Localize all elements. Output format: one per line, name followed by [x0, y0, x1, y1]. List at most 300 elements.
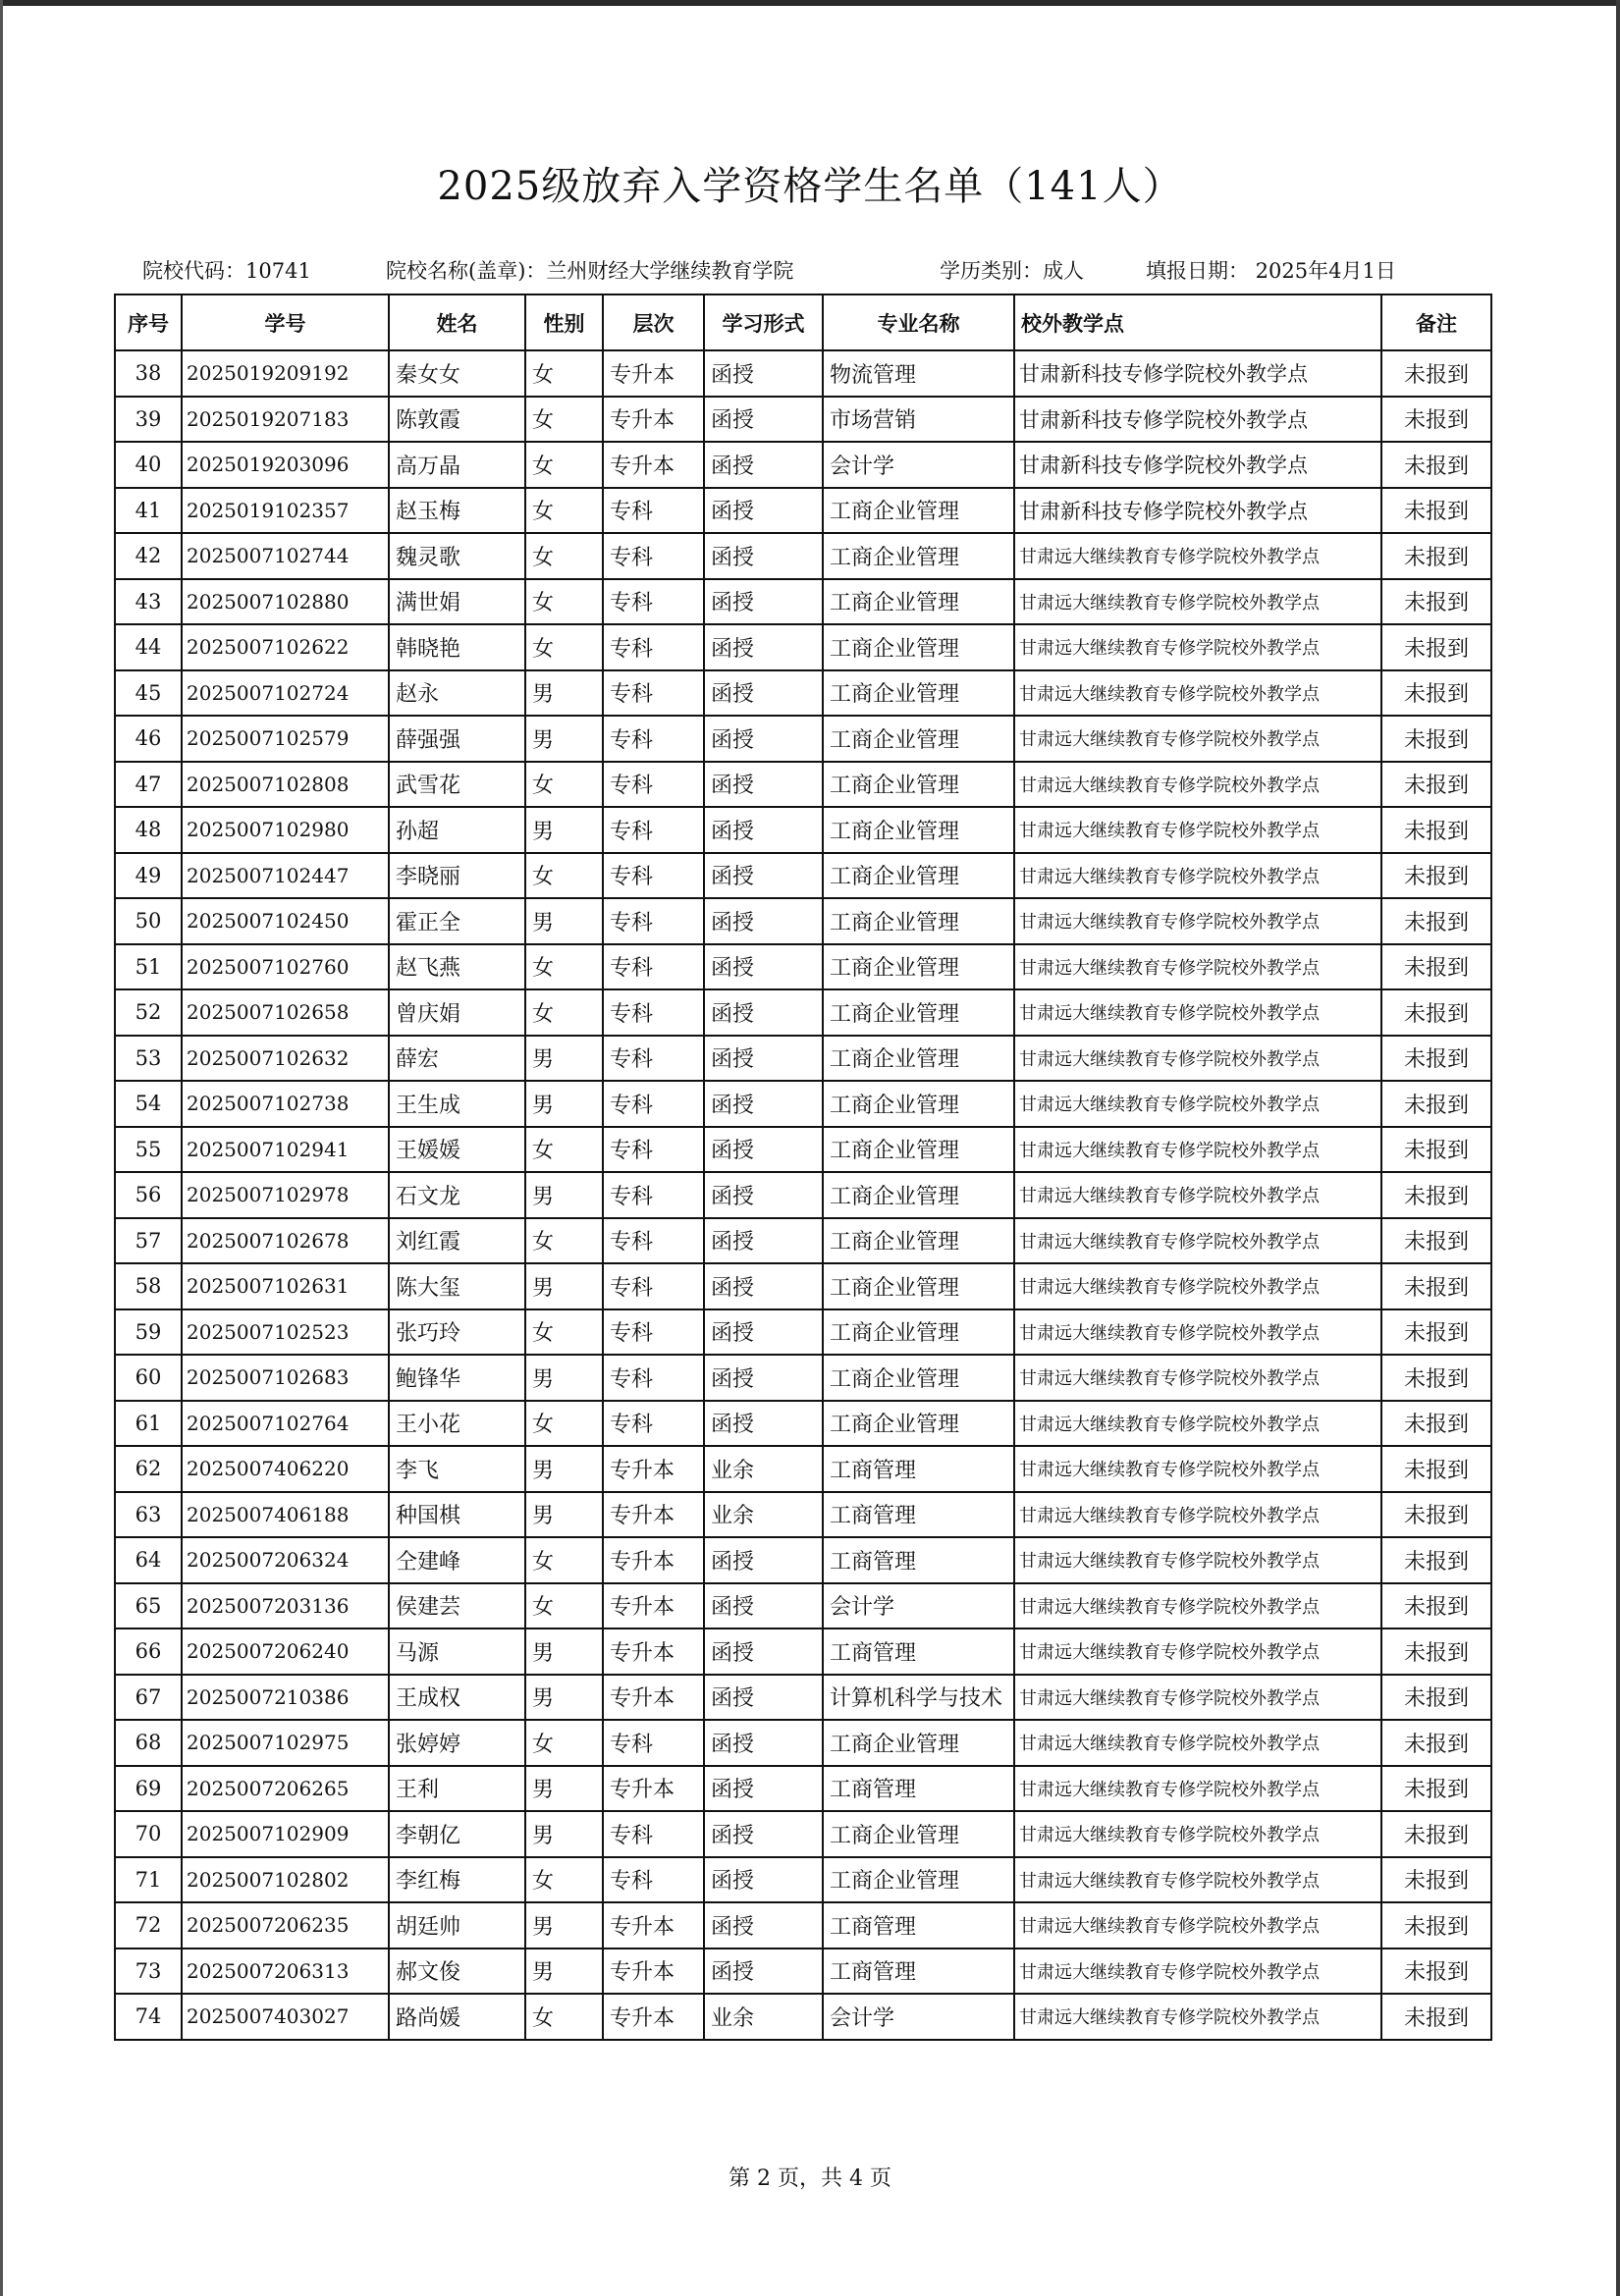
- page-title: 2025级放弃入学资格学生名单（141人）: [437, 164, 1183, 209]
- gender-cell: 男: [525, 1492, 603, 1538]
- gender-cell: 女: [525, 397, 603, 443]
- level-cell: 专科: [603, 1857, 704, 1903]
- major-cell: 工商管理: [823, 1766, 1014, 1812]
- teaching-site-cell: 甘肃远大继续教育专修学院校外教学点: [1014, 670, 1381, 717]
- name-cell: 马源: [389, 1629, 525, 1675]
- level-cell: 专科: [603, 670, 704, 717]
- teaching-site-cell: 甘肃远大继续教育专修学院校外教学点: [1014, 1218, 1381, 1264]
- student-id-cell: 2025007102975: [182, 1720, 389, 1766]
- table-row: [115, 1720, 1491, 1766]
- seq-cell: 54: [115, 1081, 182, 1127]
- table-row: [115, 1172, 1491, 1218]
- student-id-cell: 2025007102632: [182, 1036, 389, 1082]
- remark-cell: 未报到: [1381, 1811, 1491, 1857]
- major-cell: 市场营销: [823, 397, 1014, 443]
- student-id-cell: 2025007206265: [182, 1766, 389, 1812]
- remark-cell: 未报到: [1381, 670, 1491, 717]
- student-id-cell: 2025019102357: [182, 488, 389, 534]
- major-cell: 工商企业管理: [823, 624, 1014, 670]
- teaching-site-cell: 甘肃远大继续教育专修学院校外教学点: [1014, 1036, 1381, 1082]
- major-cell: 工商企业管理: [823, 1355, 1014, 1401]
- level-cell: 专科: [603, 944, 704, 990]
- remark-cell: 未报到: [1381, 350, 1491, 397]
- student-id-cell: 2025007102658: [182, 989, 389, 1036]
- seq-cell: 41: [115, 488, 182, 534]
- table-row: [115, 1127, 1491, 1173]
- name-cell: 曾庆娟: [389, 989, 525, 1036]
- seq-cell: 45: [115, 670, 182, 717]
- study-mode-cell: 业余: [704, 1994, 823, 2040]
- gender-cell: 女: [525, 944, 603, 990]
- remark-cell: 未报到: [1381, 1172, 1491, 1218]
- name-cell: 李红梅: [389, 1857, 525, 1903]
- remark-cell: 未报到: [1381, 1675, 1491, 1721]
- student-id-cell: 2025019203096: [182, 442, 389, 488]
- name-cell: 张婷婷: [389, 1720, 525, 1766]
- gender-cell: 女: [525, 488, 603, 534]
- scan-border-right: [1616, 0, 1620, 2296]
- remark-cell: 未报到: [1381, 1127, 1491, 1173]
- table-row: [115, 1309, 1491, 1356]
- seq-cell: 71: [115, 1857, 182, 1903]
- student-id-cell: 2025007102744: [182, 533, 389, 579]
- major-cell: 工商企业管理: [823, 488, 1014, 534]
- header-level: 层次: [603, 294, 704, 350]
- level-cell: 专科: [603, 807, 704, 853]
- teaching-site-cell: 甘肃新科技专修学院校外教学点: [1014, 350, 1381, 397]
- name-cell: 鲍锋华: [389, 1355, 525, 1401]
- teaching-site-cell: 甘肃远大继续教育专修学院校外教学点: [1014, 624, 1381, 670]
- remark-cell: 未报到: [1381, 1036, 1491, 1082]
- seq-cell: 62: [115, 1446, 182, 1492]
- teaching-site-cell: 甘肃新科技专修学院校外教学点: [1014, 488, 1381, 534]
- level-cell: 专升本: [603, 442, 704, 488]
- seq-cell: 44: [115, 624, 182, 670]
- major-cell: 工商企业管理: [823, 853, 1014, 899]
- table-row: [115, 488, 1491, 534]
- study-mode-cell: 函授: [704, 1172, 823, 1218]
- teaching-site-cell: 甘肃远大继续教育专修学院校外教学点: [1014, 1263, 1381, 1309]
- level-cell: 专科: [603, 1036, 704, 1082]
- teaching-site-cell: 甘肃远大继续教育专修学院校外教学点: [1014, 1902, 1381, 1949]
- major-cell: 工商企业管理: [823, 1127, 1014, 1173]
- gender-cell: 女: [525, 1537, 603, 1583]
- remark-cell: 未报到: [1381, 1218, 1491, 1264]
- student-id-cell: 2025007102941: [182, 1127, 389, 1173]
- remark-cell: 未报到: [1381, 488, 1491, 534]
- remark-cell: 未报到: [1381, 1309, 1491, 1356]
- seq-cell: 42: [115, 533, 182, 579]
- teaching-site-cell: 甘肃远大继续教育专修学院校外教学点: [1014, 1720, 1381, 1766]
- name-cell: 赵飞燕: [389, 944, 525, 990]
- seq-cell: 53: [115, 1036, 182, 1082]
- remark-cell: 未报到: [1381, 1720, 1491, 1766]
- major-cell: 工商企业管理: [823, 1218, 1014, 1264]
- name-cell: 王利: [389, 1766, 525, 1812]
- teaching-site-cell: 甘肃远大继续教育专修学院校外教学点: [1014, 1994, 1381, 2040]
- major-cell: 工商企业管理: [823, 1720, 1014, 1766]
- seq-cell: 49: [115, 853, 182, 899]
- report-date: 填报日期： 2025年4月1日: [1146, 259, 1396, 283]
- seq-cell: 56: [115, 1172, 182, 1218]
- seq-cell: 67: [115, 1675, 182, 1721]
- table-row: [115, 350, 1491, 397]
- level-cell: 专科: [603, 488, 704, 534]
- student-id-cell: 2025007206235: [182, 1902, 389, 1949]
- remark-cell: 未报到: [1381, 1446, 1491, 1492]
- major-cell: 工商企业管理: [823, 1172, 1014, 1218]
- level-cell: 专科: [603, 1720, 704, 1766]
- gender-cell: 女: [525, 350, 603, 397]
- table-row: [115, 1218, 1491, 1264]
- major-cell: 工商企业管理: [823, 533, 1014, 579]
- level-cell: 专升本: [603, 1949, 704, 1995]
- table-row: [115, 762, 1491, 808]
- study-mode-cell: 函授: [704, 397, 823, 443]
- gender-cell: 女: [525, 1218, 603, 1264]
- student-id-cell: 2025007406188: [182, 1492, 389, 1538]
- level-cell: 专科: [603, 1218, 704, 1264]
- study-mode-cell: 函授: [704, 989, 823, 1036]
- major-cell: 会计学: [823, 1994, 1014, 2040]
- teaching-site-cell: 甘肃远大继续教育专修学院校外教学点: [1014, 1355, 1381, 1401]
- seq-cell: 61: [115, 1401, 182, 1447]
- teaching-site-cell: 甘肃远大继续教育专修学院校外教学点: [1014, 1629, 1381, 1675]
- level-cell: 专科: [603, 762, 704, 808]
- study-mode-cell: 函授: [704, 1218, 823, 1264]
- student-id-cell: 2025007102880: [182, 579, 389, 625]
- major-cell: 工商企业管理: [823, 898, 1014, 944]
- level-cell: 专科: [603, 853, 704, 899]
- name-cell: 陈敦霞: [389, 397, 525, 443]
- study-mode-cell: 函授: [704, 624, 823, 670]
- teaching-site-cell: 甘肃远大继续教育专修学院校外教学点: [1014, 1811, 1381, 1857]
- level-cell: 专科: [603, 716, 704, 762]
- header-remark: 备注: [1381, 294, 1491, 350]
- table-row: [115, 1994, 1491, 2040]
- major-cell: 工商管理: [823, 1949, 1014, 1995]
- gender-cell: 女: [525, 533, 603, 579]
- study-mode-cell: 函授: [704, 1127, 823, 1173]
- teaching-site-cell: 甘肃远大继续教育专修学院校外教学点: [1014, 1081, 1381, 1127]
- seq-cell: 60: [115, 1355, 182, 1401]
- table-row: [115, 1446, 1491, 1492]
- student-id-cell: 2025007102909: [182, 1811, 389, 1857]
- seq-cell: 58: [115, 1263, 182, 1309]
- remark-cell: 未报到: [1381, 1766, 1491, 1812]
- level-cell: 专科: [603, 624, 704, 670]
- level-cell: 专升本: [603, 1446, 704, 1492]
- seq-cell: 57: [115, 1218, 182, 1264]
- level-cell: 专升本: [603, 1583, 704, 1629]
- teaching-site-cell: 甘肃远大继续教育专修学院校外教学点: [1014, 1127, 1381, 1173]
- table-row: [115, 853, 1491, 899]
- teaching-site-cell: 甘肃远大继续教育专修学院校外教学点: [1014, 1583, 1381, 1629]
- remark-cell: 未报到: [1381, 853, 1491, 899]
- header-study-mode: 学习形式: [704, 294, 823, 350]
- name-cell: 武雪花: [389, 762, 525, 808]
- gender-cell: 男: [525, 1081, 603, 1127]
- seq-cell: 64: [115, 1537, 182, 1583]
- gender-cell: 女: [525, 1720, 603, 1766]
- table-row: [115, 670, 1491, 717]
- name-cell: 侯建芸: [389, 1583, 525, 1629]
- study-mode-cell: 函授: [704, 1902, 823, 1949]
- study-mode-cell: 函授: [704, 762, 823, 808]
- gender-cell: 女: [525, 1309, 603, 1356]
- seq-cell: 70: [115, 1811, 182, 1857]
- education-type: 学历类别：成人: [940, 259, 1084, 283]
- table-header-row: [115, 294, 1491, 350]
- study-mode-cell: 函授: [704, 1537, 823, 1583]
- seq-cell: 68: [115, 1720, 182, 1766]
- table-row: [115, 1583, 1491, 1629]
- level-cell: 专科: [603, 1355, 704, 1401]
- table-row: [115, 1036, 1491, 1082]
- gender-cell: 男: [525, 1766, 603, 1812]
- table-row: [115, 1355, 1491, 1401]
- level-cell: 专升本: [603, 1629, 704, 1675]
- remark-cell: 未报到: [1381, 944, 1491, 990]
- gender-cell: 男: [525, 1949, 603, 1995]
- remark-cell: 未报到: [1381, 1081, 1491, 1127]
- student-id-cell: 2025007403027: [182, 1994, 389, 2040]
- remark-cell: 未报到: [1381, 807, 1491, 853]
- level-cell: 专科: [603, 1401, 704, 1447]
- teaching-site-cell: 甘肃远大继续教育专修学院校外教学点: [1014, 1766, 1381, 1812]
- teaching-site-cell: 甘肃远大继续教育专修学院校外教学点: [1014, 1401, 1381, 1447]
- table-row: [115, 579, 1491, 625]
- remark-cell: 未报到: [1381, 716, 1491, 762]
- remark-cell: 未报到: [1381, 1902, 1491, 1949]
- student-id-cell: 2025007102579: [182, 716, 389, 762]
- school-name: 院校名称(盖章)：兰州财经大学继续教育学院: [386, 259, 794, 283]
- major-cell: 工商企业管理: [823, 716, 1014, 762]
- study-mode-cell: 函授: [704, 898, 823, 944]
- level-cell: 专升本: [603, 1537, 704, 1583]
- teaching-site-cell: 甘肃远大继续教育专修学院校外教学点: [1014, 944, 1381, 990]
- seq-cell: 73: [115, 1949, 182, 1995]
- teaching-site-cell: 甘肃远大继续教育专修学院校外教学点: [1014, 1309, 1381, 1356]
- teaching-site-cell: 甘肃远大继续教育专修学院校外教学点: [1014, 1492, 1381, 1538]
- gender-cell: 男: [525, 807, 603, 853]
- major-cell: 工商管理: [823, 1902, 1014, 1949]
- student-id-cell: 2025007102724: [182, 670, 389, 717]
- student-id-cell: 2025007102978: [182, 1172, 389, 1218]
- name-cell: 李晓丽: [389, 853, 525, 899]
- major-cell: 工商企业管理: [823, 989, 1014, 1036]
- major-cell: 工商企业管理: [823, 1081, 1014, 1127]
- name-cell: 秦女女: [389, 350, 525, 397]
- student-id-cell: 2025007102980: [182, 807, 389, 853]
- gender-cell: 女: [525, 1401, 603, 1447]
- study-mode-cell: 函授: [704, 350, 823, 397]
- study-mode-cell: 函授: [704, 1081, 823, 1127]
- student-id-cell: 2025019207183: [182, 397, 389, 443]
- table-row: [115, 898, 1491, 944]
- table-row: [115, 1537, 1491, 1583]
- remark-cell: 未报到: [1381, 1492, 1491, 1538]
- level-cell: 专升本: [603, 350, 704, 397]
- study-mode-cell: 函授: [704, 1857, 823, 1903]
- table-row: [115, 624, 1491, 670]
- level-cell: 专升本: [603, 1902, 704, 1949]
- seq-cell: 40: [115, 442, 182, 488]
- name-cell: 魏灵歌: [389, 533, 525, 579]
- name-cell: 李朝亿: [389, 1811, 525, 1857]
- header-major: 专业名称: [823, 294, 1014, 350]
- study-mode-cell: 函授: [704, 1720, 823, 1766]
- name-cell: 薛强强: [389, 716, 525, 762]
- major-cell: 工商管理: [823, 1446, 1014, 1492]
- table-row: [115, 1492, 1491, 1538]
- student-table: [114, 294, 1492, 2041]
- name-cell: 路尚媛: [389, 1994, 525, 2040]
- remark-cell: 未报到: [1381, 442, 1491, 488]
- name-cell: 石文龙: [389, 1172, 525, 1218]
- remark-cell: 未报到: [1381, 762, 1491, 808]
- major-cell: 工商管理: [823, 1537, 1014, 1583]
- major-cell: 会计学: [823, 442, 1014, 488]
- gender-cell: 女: [525, 624, 603, 670]
- name-cell: 王媛媛: [389, 1127, 525, 1173]
- gender-cell: 男: [525, 1902, 603, 1949]
- remark-cell: 未报到: [1381, 1994, 1491, 2040]
- header-student-id: 学号: [182, 294, 389, 350]
- gender-cell: 男: [525, 1675, 603, 1721]
- student-id-cell: 2025007210386: [182, 1675, 389, 1721]
- level-cell: 专科: [603, 989, 704, 1036]
- table-row: [115, 716, 1491, 762]
- table-row: [115, 1766, 1491, 1812]
- study-mode-cell: 函授: [704, 807, 823, 853]
- table-row: [115, 442, 1491, 488]
- teaching-site-cell: 甘肃远大继续教育专修学院校外教学点: [1014, 716, 1381, 762]
- student-id-cell: 2025007102678: [182, 1218, 389, 1264]
- name-cell: 高万晶: [389, 442, 525, 488]
- teaching-site-cell: 甘肃远大继续教育专修学院校外教学点: [1014, 1675, 1381, 1721]
- study-mode-cell: 函授: [704, 1401, 823, 1447]
- seq-cell: 74: [115, 1994, 182, 2040]
- seq-cell: 52: [115, 989, 182, 1036]
- gender-cell: 男: [525, 1172, 603, 1218]
- student-id-cell: 2025007102760: [182, 944, 389, 990]
- study-mode-cell: 函授: [704, 944, 823, 990]
- teaching-site-cell: 甘肃远大继续教育专修学院校外教学点: [1014, 807, 1381, 853]
- header-name: 姓名: [389, 294, 525, 350]
- student-id-cell: 2025007102764: [182, 1401, 389, 1447]
- scan-border-left: [0, 0, 3, 2296]
- remark-cell: 未报到: [1381, 1263, 1491, 1309]
- gender-cell: 女: [525, 1857, 603, 1903]
- header-seq: 序号: [115, 294, 182, 350]
- remark-cell: 未报到: [1381, 1949, 1491, 1995]
- gender-cell: 女: [525, 1994, 603, 2040]
- name-cell: 陈大玺: [389, 1263, 525, 1309]
- study-mode-cell: 业余: [704, 1446, 823, 1492]
- gender-cell: 男: [525, 1036, 603, 1082]
- student-id-cell: 2025007102523: [182, 1309, 389, 1356]
- teaching-site-cell: 甘肃新科技专修学院校外教学点: [1014, 442, 1381, 488]
- gender-cell: 男: [525, 1446, 603, 1492]
- student-id-cell: 2025007102622: [182, 624, 389, 670]
- school-code: 院校代码：10741: [142, 259, 311, 283]
- major-cell: 工商企业管理: [823, 1857, 1014, 1903]
- level-cell: 专科: [603, 533, 704, 579]
- seq-cell: 72: [115, 1902, 182, 1949]
- table-row: [115, 397, 1491, 443]
- study-mode-cell: 函授: [704, 670, 823, 717]
- teaching-site-cell: 甘肃新科技专修学院校外教学点: [1014, 397, 1381, 443]
- seq-cell: 48: [115, 807, 182, 853]
- seq-cell: 51: [115, 944, 182, 990]
- level-cell: 专升本: [603, 397, 704, 443]
- study-mode-cell: 函授: [704, 1811, 823, 1857]
- level-cell: 专升本: [603, 1994, 704, 2040]
- name-cell: 韩晓艳: [389, 624, 525, 670]
- level-cell: 专升本: [603, 1766, 704, 1812]
- name-cell: 仝建峰: [389, 1537, 525, 1583]
- table-row: [115, 989, 1491, 1036]
- seq-cell: 38: [115, 350, 182, 397]
- remark-cell: 未报到: [1381, 989, 1491, 1036]
- gender-cell: 男: [525, 1355, 603, 1401]
- gender-cell: 女: [525, 579, 603, 625]
- study-mode-cell: 业余: [704, 1492, 823, 1538]
- level-cell: 专科: [603, 898, 704, 944]
- major-cell: 工商企业管理: [823, 579, 1014, 625]
- name-cell: 赵玉梅: [389, 488, 525, 534]
- seq-cell: 43: [115, 579, 182, 625]
- name-cell: 孙超: [389, 807, 525, 853]
- seq-cell: 39: [115, 397, 182, 443]
- teaching-site-cell: 甘肃远大继续教育专修学院校外教学点: [1014, 1446, 1381, 1492]
- teaching-site-cell: 甘肃远大继续教育专修学院校外教学点: [1014, 853, 1381, 899]
- level-cell: 专科: [603, 1127, 704, 1173]
- student-id-cell: 2025007102683: [182, 1355, 389, 1401]
- level-cell: 专科: [603, 1263, 704, 1309]
- seq-cell: 50: [115, 898, 182, 944]
- document-meta: [142, 255, 1497, 291]
- seq-cell: 66: [115, 1629, 182, 1675]
- table-row: [115, 944, 1491, 990]
- remark-cell: 未报到: [1381, 624, 1491, 670]
- table-row: [115, 807, 1491, 853]
- seq-cell: 69: [115, 1766, 182, 1812]
- name-cell: 满世娟: [389, 579, 525, 625]
- study-mode-cell: 函授: [704, 1675, 823, 1721]
- teaching-site-cell: 甘肃远大继续教育专修学院校外教学点: [1014, 533, 1381, 579]
- name-cell: 赵永: [389, 670, 525, 717]
- name-cell: 王小花: [389, 1401, 525, 1447]
- seq-cell: 55: [115, 1127, 182, 1173]
- gender-cell: 女: [525, 989, 603, 1036]
- major-cell: 工商企业管理: [823, 1811, 1014, 1857]
- major-cell: 工商管理: [823, 1629, 1014, 1675]
- name-cell: 薛宏: [389, 1036, 525, 1082]
- level-cell: 专科: [603, 1081, 704, 1127]
- study-mode-cell: 函授: [704, 579, 823, 625]
- remark-cell: 未报到: [1381, 1583, 1491, 1629]
- seq-cell: 46: [115, 716, 182, 762]
- study-mode-cell: 函授: [704, 533, 823, 579]
- student-id-cell: 2025007102631: [182, 1263, 389, 1309]
- gender-cell: 男: [525, 716, 603, 762]
- study-mode-cell: 函授: [704, 1583, 823, 1629]
- study-mode-cell: 函授: [704, 1766, 823, 1812]
- remark-cell: 未报到: [1381, 1537, 1491, 1583]
- name-cell: 张巧玲: [389, 1309, 525, 1356]
